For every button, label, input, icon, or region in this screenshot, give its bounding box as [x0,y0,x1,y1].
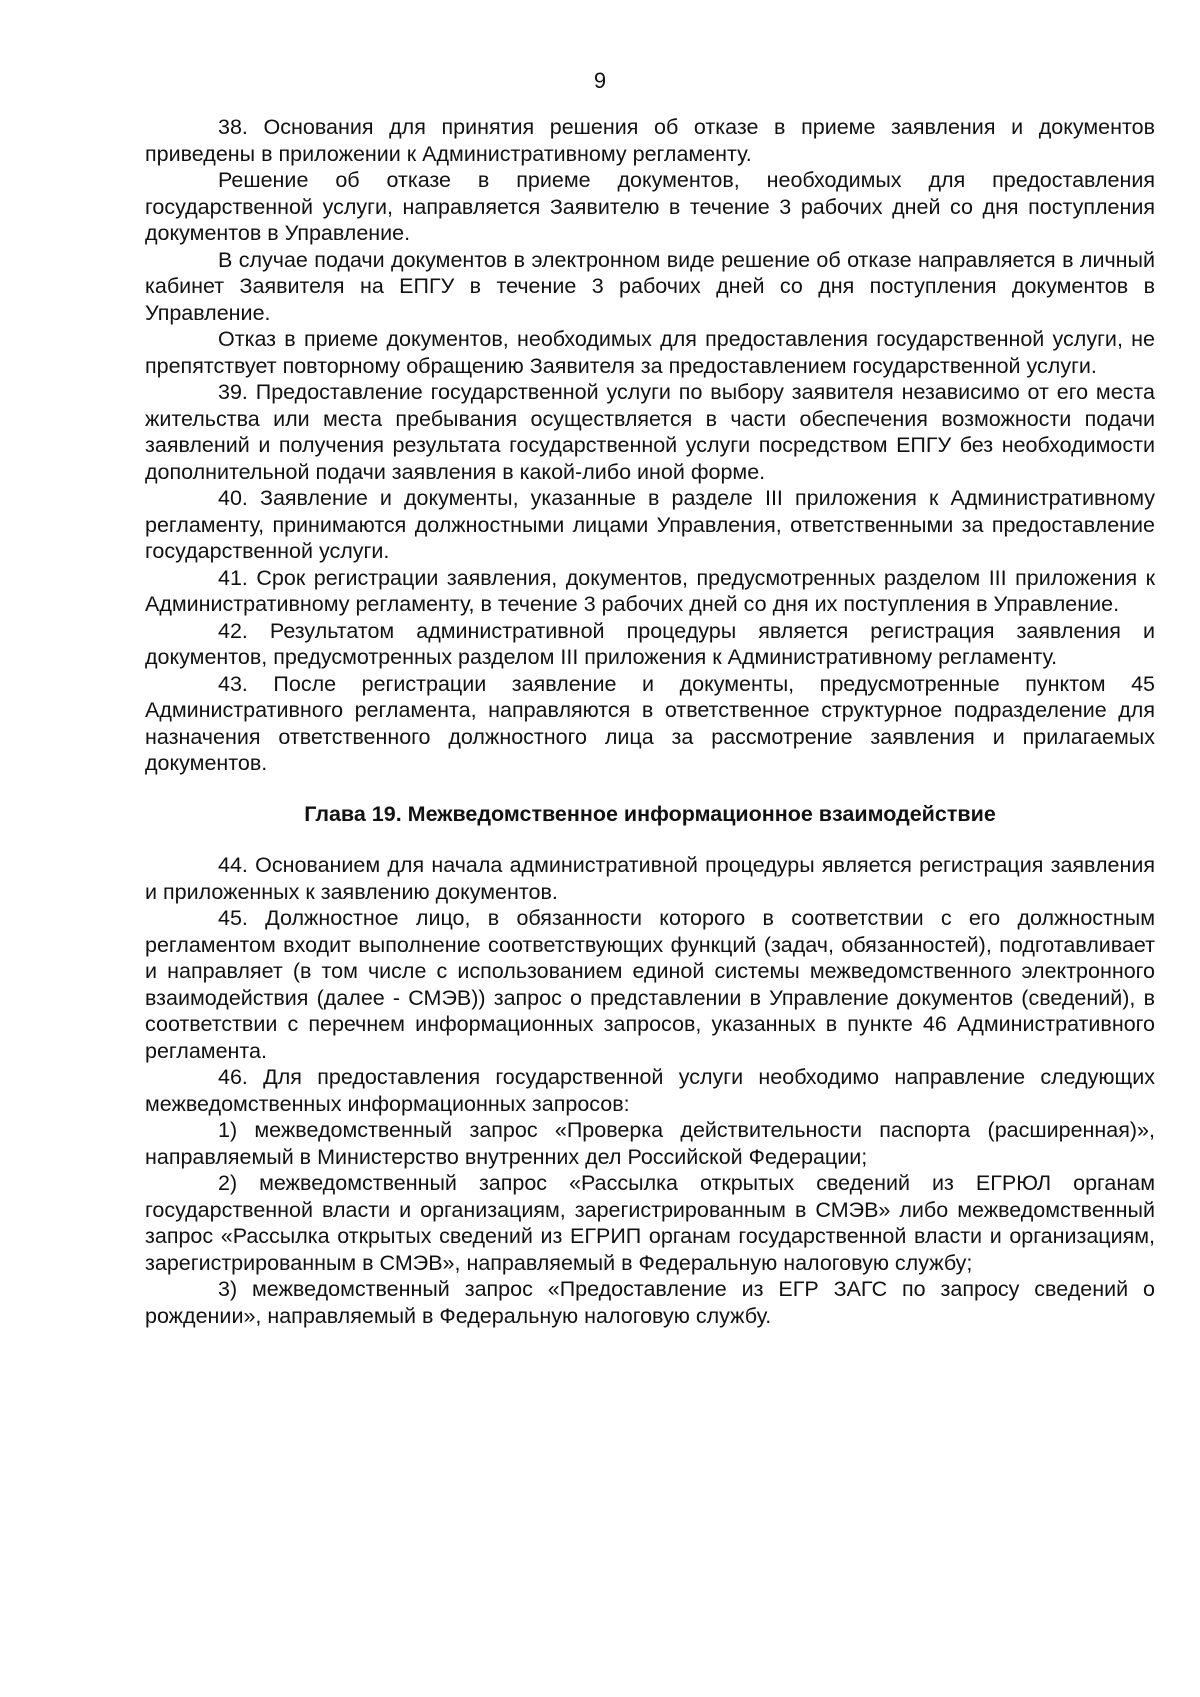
paragraph-45: 45. Должностное лицо, в обязанности которого в соответствии с его должностным регламентом входит выполнение соответствующих функций (задач, обязанностей), подготавливает и направляет (в том числе с использованием единой системы межведомственного электронного взаимодействия (далее - СМЭВ)) запрос о представлении в Управление документов (сведений), в соответствии с перечнем информационных запросов, указанных в пункте 46 Административного регламента. [145,906,1155,1063]
paragraph-38: 38. Основания для принятия решения об отказе в приеме заявления и документов приведены в приложении к Административному регламенту. [145,115,1155,166]
page-number: 9 [593,68,607,93]
paragraph-44: 44. Основанием для начала административной процедуры является регистрация заявления и приложенных к заявлению документов. [145,853,1155,904]
list-item-3: 3) межведомственный запрос «Предоставление из ЕГР ЗАГС по запросу сведений о рождении», направляемый в Федеральную налоговую службу. [145,1277,1155,1328]
chapter-heading: Глава 19. Межведомственное информационное взаимодействие [304,801,996,826]
paragraph-43: 43. После регистрации заявление и документы, предусмотренные пунктом 45 Административного регламента, направляются в ответственное структурное подразделение для назначения ответственного должностного лица за рассмотрение заявления и прилагаемых документов. [145,671,1155,775]
paragraph-46: 46. Для предоставления государственной услуги необходимо направление следующих межведомственных информационных запросов: [145,1065,1155,1116]
paragraph-42: 42. Результатом административной процедуры является регистрация заявления и документов, предусмотренных разделом III приложения к Административному регламенту. [145,618,1155,669]
paragraph-38-electronic-submission: В случае подачи документов в электронном виде решение об отказе направляется в личный кабинет Заявителя на ЕПГУ в течение 3 рабочих дней со дня поступления документов в Управление. [145,247,1155,325]
list-item-2: 2) межведомственный запрос «Рассылка открытых сведений из ЕГРЮЛ органам государственной власти и организациям, зарегистрированным в СМЭВ» либо межведомственный запрос «Рассылка открытых сведений из ЕГРИП органам государственной власти и организациям, зарегистрированным в СМЭВ», направляемый в Федеральную налоговую службу; [145,1171,1155,1275]
document-body [145,114,1155,1329]
paragraph-38-refusal-decision: Решение об отказе в приеме документов, необходимых для предоставления государственной услуги, направляется Заявителю в течение 3 рабочих дней со дня поступления документов в Управление. [145,168,1155,245]
list-item-1: 1) межведомственный запрос «Проверка действительности паспорта (расширенная)», направляемый в Министерство внутренних дел Российской Федерации; [145,1118,1155,1169]
paragraph-40: 40. Заявление и документы, указанные в разделе III приложения к Административному регламенту, принимаются должностными лицами Управления, ответственными за предоставление государственной услуги. [145,486,1155,563]
paragraph-41: 41. Срок регистрации заявления, документов, предусмотренных разделом III приложения к Административному регламенту, в течение 3 рабочих дней со дня их поступления в Управление. [145,565,1155,616]
paragraph-39: 39. Предоставление государственной услуги по выбору заявителя независимо от его места жительства или места пребывания осуществляется в части обеспечения возможности подачи заявлений и получения результата государственной услуги посредством ЕПГУ без необходимости дополнительной подачи заявления в какой-либо иной форме. [145,380,1155,484]
paragraph-38-repeat-application: Отказ в приеме документов, необходимых для предоставления государственной услуги, не препятствует повторному обращению Заявителя за предоставлением государственной услуги. [145,327,1155,378]
